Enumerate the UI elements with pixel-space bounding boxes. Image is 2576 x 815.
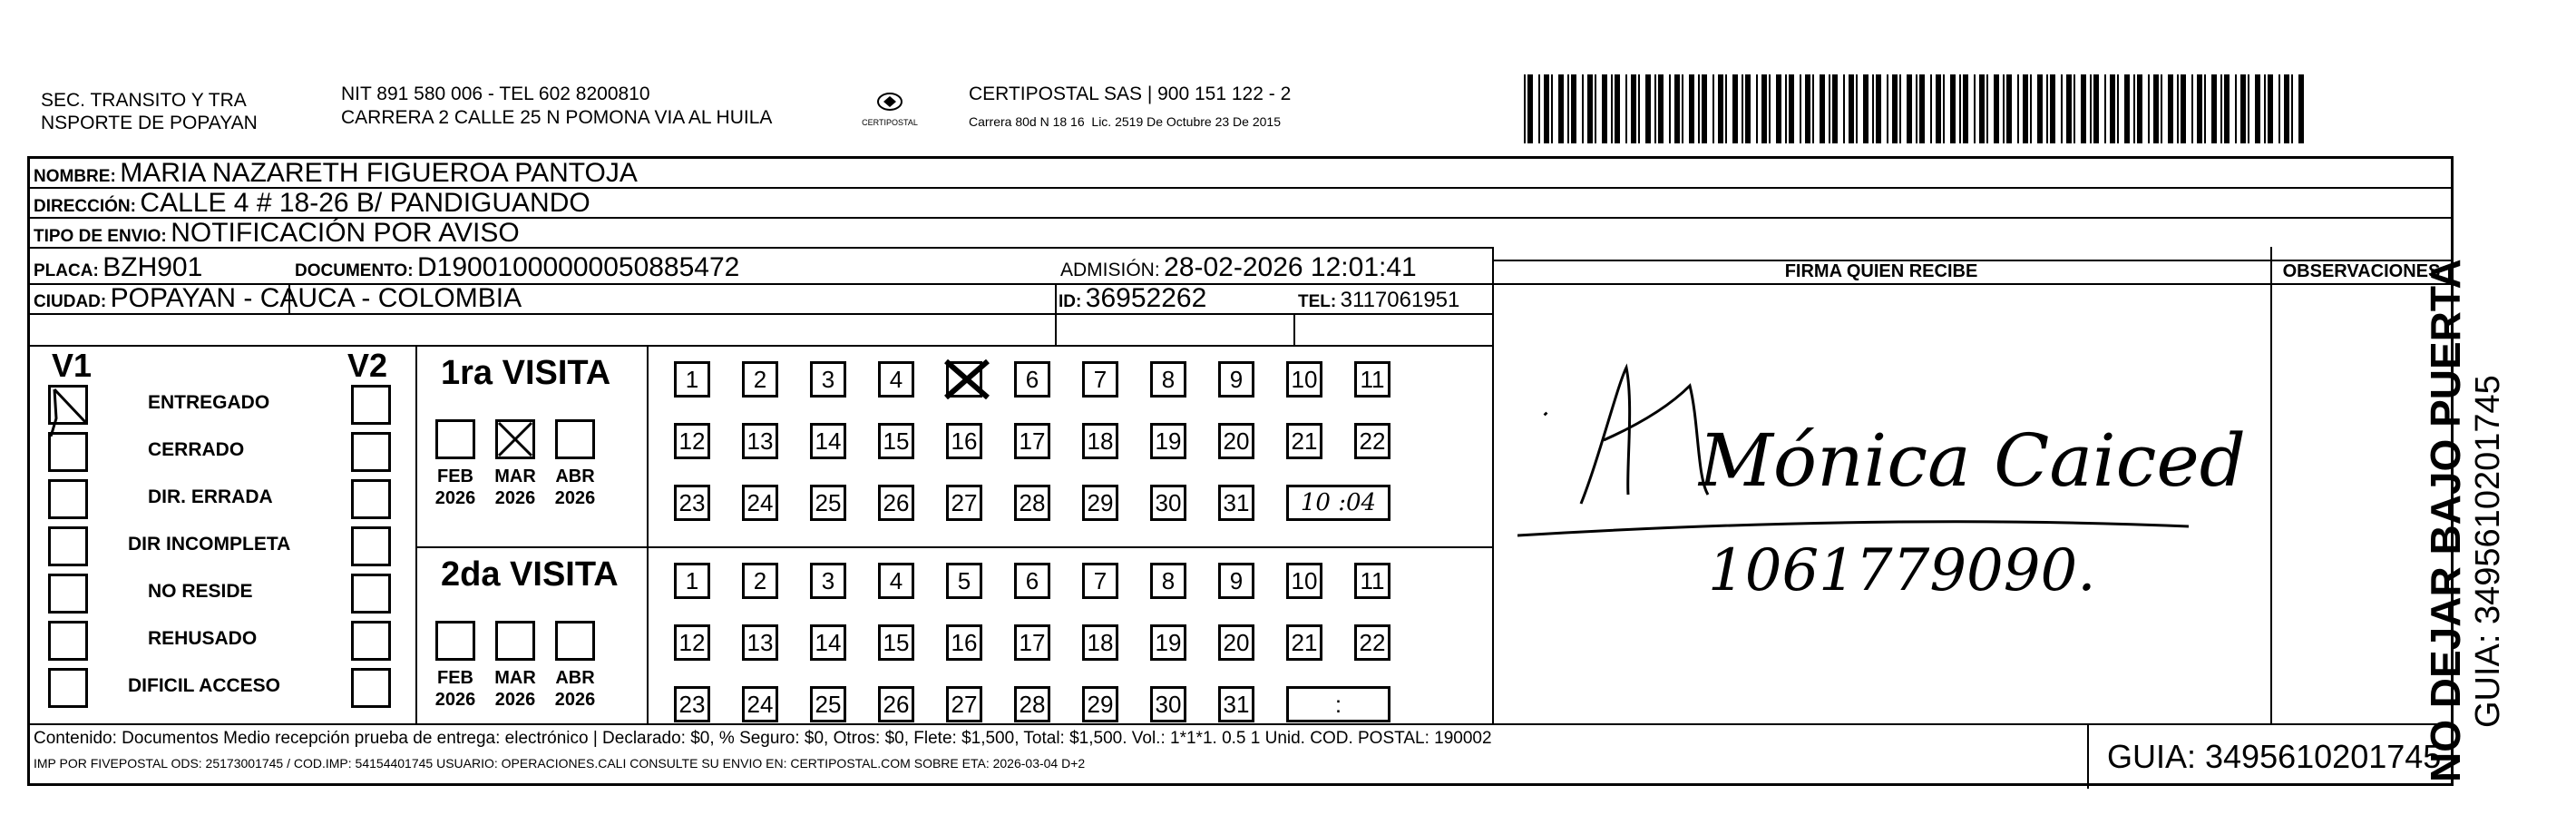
day-box[interactable]: 22	[1354, 624, 1390, 661]
admision-label: ADMISIÓN:	[1060, 260, 1160, 280]
month-label	[548, 466, 602, 509]
month-year: 2026	[494, 690, 536, 710]
month-year: 2026	[434, 488, 476, 508]
day-box[interactable]: 7	[1082, 563, 1118, 599]
barcode-bar	[2104, 74, 2106, 143]
month-label	[488, 466, 542, 509]
visit-section	[30, 345, 1492, 723]
barcode-bar	[2264, 74, 2266, 143]
ciudad-field	[34, 284, 522, 318]
ciudad-label: CIUDAD:	[34, 292, 107, 311]
barcode-bar	[1994, 74, 1999, 143]
status-label: ENTREGADO	[148, 392, 270, 413]
day-box[interactable]: 10	[1286, 563, 1322, 599]
v1-header: V1	[52, 347, 93, 384]
barcode-bar	[1863, 74, 1869, 143]
day-box[interactable]: 25	[810, 485, 846, 521]
day-box[interactable]: 18	[1082, 624, 1118, 661]
sender-line2: NSPORTE DE POPAYAN	[41, 113, 258, 133]
barcode-bar	[2073, 74, 2075, 143]
day-box[interactable]: 5	[946, 563, 982, 599]
barcode-bar	[1658, 74, 1664, 143]
day-box[interactable]: 20	[1218, 624, 1254, 661]
tipo-envio-label: TIPO DE ENVIO:	[34, 227, 167, 246]
day-box[interactable]: 25	[810, 686, 846, 722]
day-box[interactable]: 2	[742, 361, 778, 398]
barcode-bar	[1538, 74, 1540, 143]
documento-field	[295, 253, 739, 287]
barcode-bar	[2224, 74, 2230, 143]
sender-line1: SEC. TRANSITO Y TRA	[41, 90, 247, 111]
barcode-bar	[1582, 74, 1584, 143]
barcode-bar	[1524, 74, 1526, 143]
day-box[interactable]: 22	[1354, 423, 1390, 459]
day-box[interactable]: 19	[1150, 624, 1186, 661]
barcode-bar	[2090, 74, 2092, 143]
barcode-bar	[2081, 74, 2086, 143]
v2-header: V2	[347, 347, 388, 384]
footer-line2: IMP POR FIVEPOSTAL ODS: 25173001745 / COD.IMP: 54154401745 USUARIO: OPERACIONES.CALI CONSULTE SU ENVIO EN: CERTIPOSTAL.COM SOBRE ETA: 2026-03-04 D+2	[34, 756, 1086, 771]
barcode-bar	[2117, 74, 2119, 143]
day-box[interactable]: 17	[1014, 624, 1050, 661]
barcode-bar	[1682, 74, 1683, 143]
time-box[interactable]: :	[1286, 686, 1390, 722]
barcode-bar	[1785, 74, 1787, 143]
barcode	[1524, 74, 2304, 143]
barcode-bar	[1930, 74, 1932, 143]
v2-checkbox[interactable]	[351, 574, 391, 614]
status-label: DIR. ERRADA	[148, 486, 273, 507]
barcode-bar	[1789, 74, 1794, 143]
sender-address: CARRERA 2 CALLE 25 N POMONA VIA AL HUILA	[341, 107, 773, 128]
day-box[interactable]: 27	[946, 485, 982, 521]
day-box[interactable]	[946, 361, 982, 398]
sender-nit: NIT 891 580 006 - TEL 602 8200810	[341, 83, 650, 104]
status-label: REHUSADO	[148, 628, 258, 649]
barcode-bar	[1558, 74, 1564, 143]
guia-box: GUIA: 3495610201745	[2107, 738, 2442, 775]
second-visit	[415, 546, 1492, 723]
nombre-label: NOMBRE:	[34, 167, 116, 186]
barcode-bar	[1899, 74, 1901, 143]
barcode-bar	[1638, 74, 1640, 143]
day-box[interactable]: 9	[1218, 563, 1254, 599]
v1-checkbox[interactable]	[48, 621, 88, 661]
barcode-bar	[1689, 74, 1694, 143]
firma-header: FIRMA QUIEN RECIBE	[1784, 261, 1978, 281]
placa-value: BZH901	[102, 252, 203, 282]
day-box[interactable]: 4	[878, 361, 914, 398]
v1-checkbox[interactable]	[48, 668, 88, 708]
month-name: FEB	[437, 668, 473, 688]
day-box[interactable]: 18	[1082, 423, 1118, 459]
barcode-bar	[1718, 74, 1723, 143]
month-label	[548, 667, 602, 711]
v2-checkbox[interactable]	[351, 385, 391, 425]
barcode-bar	[2161, 74, 2162, 143]
barcode-bar	[1829, 74, 1830, 143]
status-label: DIFICIL ACCESO	[128, 675, 281, 696]
v2-checkbox[interactable]	[351, 668, 391, 708]
tel-value: 3117061951	[1340, 288, 1460, 312]
status-label: DIR INCOMPLETA	[128, 534, 291, 555]
month-year: 2026	[554, 488, 596, 508]
recipient-signature	[1517, 349, 2243, 613]
day-box[interactable]: 23	[674, 485, 710, 521]
tipo-envio-value: NOTIFICACIÓN POR AVISO	[171, 218, 520, 248]
barcode-bar	[1527, 74, 1533, 143]
barcode-bar	[1832, 74, 1838, 143]
day-box[interactable]: 31	[1218, 686, 1254, 722]
tipo-envio-field	[34, 219, 520, 252]
month-name: FEB	[437, 466, 473, 486]
barcode-bar	[2148, 74, 2150, 143]
barcode-bar	[2248, 74, 2249, 143]
barcode-bar	[1892, 74, 1898, 143]
month-year: 2026	[494, 488, 536, 508]
barcode-bar	[1943, 74, 1945, 143]
barcode-bar	[1916, 74, 1917, 143]
id-field	[1059, 284, 1206, 318]
day-box[interactable]: 8	[1150, 361, 1186, 398]
day-box[interactable]: 10	[1286, 361, 1322, 398]
month-name: MAR	[494, 466, 536, 486]
barcode-bar	[2050, 74, 2055, 143]
admision-field	[1060, 253, 1417, 287]
barcode-bar	[2220, 74, 2222, 143]
barcode-bar	[1725, 74, 1727, 143]
barcode-bar	[1745, 74, 1751, 143]
direccion-value: CALLE 4 # 18-26 B/ PANDIGUANDO	[140, 188, 590, 218]
day-box[interactable]: 1	[674, 361, 710, 398]
day-box[interactable]: 23	[674, 686, 710, 722]
day-box[interactable]: 13	[742, 423, 778, 459]
barcode-bar	[1571, 74, 1576, 143]
day-box[interactable]: 14	[810, 423, 846, 459]
day-box[interactable]: 16	[946, 624, 982, 661]
month-checkbox[interactable]	[495, 419, 535, 459]
barcode-bar	[2003, 74, 2005, 143]
day-box[interactable]: 9	[1218, 361, 1254, 398]
barcode-bar	[2061, 74, 2063, 143]
v1-checkbox[interactable]	[48, 526, 88, 566]
day-box[interactable]: 11	[1354, 361, 1390, 398]
barcode-bar	[2168, 74, 2173, 143]
signature-name: Mónica Caicedo	[1699, 418, 2243, 503]
barcode-bar	[1950, 74, 1956, 143]
barcode-bar	[2124, 74, 2130, 143]
ciudad-value: POPAYAN - CAUCA - COLOMBIA	[110, 283, 522, 313]
day-box[interactable]: 13	[742, 624, 778, 661]
placa-label: PLACA:	[34, 261, 99, 280]
barcode-bar	[2204, 74, 2206, 143]
second-visit-title: 2da VISITA	[441, 555, 619, 594]
barcode-bar	[1919, 74, 1925, 143]
barcode-bar	[2240, 74, 2246, 143]
barcode-bar	[1698, 74, 1700, 143]
no-dejar-bajo-puerta: NO DEJAR BAJO PUERTA	[2422, 259, 2469, 782]
barcode-bar	[2153, 74, 2159, 143]
barcode-bar	[1567, 74, 1569, 143]
day-box[interactable]: 29	[1082, 686, 1118, 722]
day-box[interactable]: 19	[1150, 423, 1186, 459]
day-box[interactable]: 30	[1150, 485, 1186, 521]
day-box[interactable]: 27	[946, 686, 982, 722]
barcode-bar	[2255, 74, 2260, 143]
barcode-bar	[2181, 74, 2186, 143]
carrier-address: Carrera 80d N 18 16 Lic. 2519 De Octubre 23 De 2015	[969, 114, 1281, 129]
barcode-bar	[1645, 74, 1651, 143]
day-box[interactable]: 15	[878, 624, 914, 661]
barcode-bar	[1544, 74, 1549, 143]
barcode-bar	[1974, 74, 1976, 143]
side-warning	[2422, 259, 2507, 782]
month-label	[428, 466, 483, 509]
barcode-bar	[2137, 74, 2142, 143]
barcode-bar	[1712, 74, 1714, 143]
month-checkbox[interactable]	[495, 621, 535, 661]
day-box[interactable]: 28	[1014, 686, 1050, 722]
observaciones-header: OBSERVACIONES	[2282, 261, 2441, 281]
barcode-bar	[2191, 74, 2193, 143]
day-box[interactable]: 31	[1218, 485, 1254, 521]
day-box[interactable]: 14	[810, 624, 846, 661]
barcode-bar	[2023, 74, 2028, 143]
barcode-bar	[1800, 74, 1801, 143]
shipping-form	[27, 156, 2454, 786]
barcode-bar	[2298, 74, 2304, 143]
day-box[interactable]: 28	[1014, 485, 1050, 521]
barcode-bar	[2046, 74, 2048, 143]
barcode-bar	[2093, 74, 2099, 143]
day-box[interactable]: 12	[674, 624, 710, 661]
v1-checkbox[interactable]	[48, 574, 88, 614]
barcode-bar	[2177, 74, 2179, 143]
day-box[interactable]: 12	[674, 423, 710, 459]
barcode-bar	[1595, 74, 1596, 143]
v1-checkbox[interactable]	[48, 432, 88, 472]
v1-checkbox[interactable]	[48, 385, 88, 425]
day-box[interactable]: 15	[878, 423, 914, 459]
nombre-value: MARIA NAZARETH FIGUEROA PANTOJA	[120, 158, 638, 188]
barcode-bar	[2284, 74, 2289, 143]
barcode-bar	[1551, 74, 1553, 143]
month-checkbox[interactable]	[435, 419, 475, 459]
day-box[interactable]: 16	[946, 423, 982, 459]
signature-id: 1061779090.	[1708, 537, 2096, 604]
barcode-bar	[1849, 74, 1854, 143]
barcode-bar	[2133, 74, 2135, 143]
v2-checkbox[interactable]	[351, 432, 391, 472]
day-box[interactable]: 3	[810, 563, 846, 599]
barcode-bar	[1742, 74, 1743, 143]
day-box[interactable]: 1	[674, 563, 710, 599]
status-label: NO RESIDE	[148, 581, 253, 602]
barcode-bar	[1820, 74, 1825, 143]
barcode-bar	[2197, 74, 2202, 143]
barcode-bar	[1625, 74, 1627, 143]
barcode-bar	[2030, 74, 2032, 143]
id-value: 36952262	[1085, 283, 1207, 313]
day-box[interactable]: 6	[1014, 361, 1050, 398]
barcode-bar	[1587, 74, 1593, 143]
barcode-bar	[1615, 74, 1620, 143]
barcode-bar	[2268, 74, 2273, 143]
barcode-bar	[1805, 74, 1810, 143]
day-box[interactable]: 21	[1286, 624, 1322, 661]
day-box[interactable]: 11	[1354, 563, 1390, 599]
month-checkbox[interactable]	[555, 621, 595, 661]
barcode-bar	[1959, 74, 1961, 143]
first-visit-title: 1ra VISITA	[441, 354, 611, 392]
barcode-bar	[1986, 74, 1988, 143]
day-box[interactable]: 20	[1218, 423, 1254, 459]
day-box[interactable]: 8	[1150, 563, 1186, 599]
day-box[interactable]: 7	[1082, 361, 1118, 398]
v2-checkbox[interactable]	[351, 479, 391, 519]
day-box[interactable]: 2	[742, 563, 778, 599]
carrier-name: CERTIPOSTAL SAS | 900 151 122 - 2	[969, 83, 1292, 104]
barcode-bar	[1602, 74, 1607, 143]
barcode-bar	[1812, 74, 1814, 143]
month-label	[488, 667, 542, 711]
day-box[interactable]: 24	[742, 686, 778, 722]
barcode-bar	[1631, 74, 1636, 143]
month-year: 2026	[554, 690, 596, 710]
barcode-bar	[2235, 74, 2237, 143]
month-checkbox[interactable]	[435, 621, 475, 661]
barcode-bar	[2110, 74, 2115, 143]
day-box[interactable]: 29	[1082, 485, 1118, 521]
day-box[interactable]: 26	[878, 686, 914, 722]
first-visit	[415, 345, 1492, 546]
direccion-label: DIRECCIÓN:	[34, 197, 136, 216]
barcode-bar	[1963, 74, 1968, 143]
month-checkbox[interactable]	[555, 419, 595, 459]
documento-value: D19001000000050885472	[417, 252, 740, 282]
barcode-bar	[1843, 74, 1845, 143]
documento-label: DOCUMENTO:	[295, 261, 414, 280]
barcode-bar	[1907, 74, 1912, 143]
v2-checkbox[interactable]	[351, 526, 391, 566]
barcode-bar	[1761, 74, 1767, 143]
barcode-bar	[2037, 74, 2043, 143]
tel-field	[1298, 286, 1459, 318]
v1-checkbox[interactable]	[48, 479, 88, 519]
day-box[interactable]: 17	[1014, 423, 1050, 459]
admision-value: 28-02-2026 12:01:41	[1164, 252, 1417, 282]
barcode-bar	[1887, 74, 1888, 143]
day-box[interactable]: 21	[1286, 423, 1322, 459]
day-box[interactable]: 24	[742, 485, 778, 521]
placa-field	[34, 253, 202, 287]
barcode-bar	[1654, 74, 1656, 143]
day-box[interactable]: 4	[878, 563, 914, 599]
barcode-bar	[2211, 74, 2217, 143]
barcode-bar	[2006, 74, 2012, 143]
footer-line1: Contenido: Documentos Medio recepción prueba de entrega: electrónico | Declarado: $0, % Seguro: $0, Otros: $0, Flete: $1,500, Total: $1,500. Vol.: 1*1*1. 0.5 1 Unid. COD. POSTAL: 190002	[34, 729, 1492, 748]
barcode-bar	[1876, 74, 1881, 143]
day-box[interactable]: 26	[878, 485, 914, 521]
barcode-bar	[1756, 74, 1758, 143]
day-box[interactable]: 3	[810, 361, 846, 398]
barcode-bar	[1936, 74, 1941, 143]
tel-label: TEL:	[1298, 292, 1337, 311]
barcode-bar	[2278, 74, 2280, 143]
month-name: ABR	[555, 668, 595, 688]
time-box[interactable]: 10 :04	[1286, 485, 1390, 521]
day-box[interactable]: 30	[1150, 686, 1186, 722]
barcode-bar	[2291, 74, 2293, 143]
barcode-bar	[1776, 74, 1781, 143]
day-box[interactable]: 6	[1014, 563, 1050, 599]
barcode-bar	[1732, 74, 1738, 143]
certipostal-logo	[862, 83, 918, 131]
barcode-bar	[1611, 74, 1613, 143]
barcode-bar	[1872, 74, 1874, 143]
barcode-bar	[1674, 74, 1680, 143]
barcode-bar	[1856, 74, 1858, 143]
month-year: 2026	[434, 690, 476, 710]
month-label	[428, 667, 483, 711]
status-label: CERRADO	[148, 439, 245, 460]
barcode-bar	[1702, 74, 1707, 143]
barcode-bar	[2017, 74, 2019, 143]
v2-checkbox[interactable]	[351, 621, 391, 661]
id-label: ID:	[1059, 292, 1082, 311]
barcode-bar	[2066, 74, 2072, 143]
barcode-bar	[1979, 74, 1985, 143]
side-guia: GUIA: 3495610201745	[2469, 375, 2507, 728]
barcode-bar	[1669, 74, 1671, 143]
month-name: MAR	[494, 668, 536, 688]
month-name: ABR	[555, 466, 595, 486]
barcode-bar	[1769, 74, 1771, 143]
svg-text:CERTIPOSTAL: CERTIPOSTAL	[862, 118, 918, 127]
